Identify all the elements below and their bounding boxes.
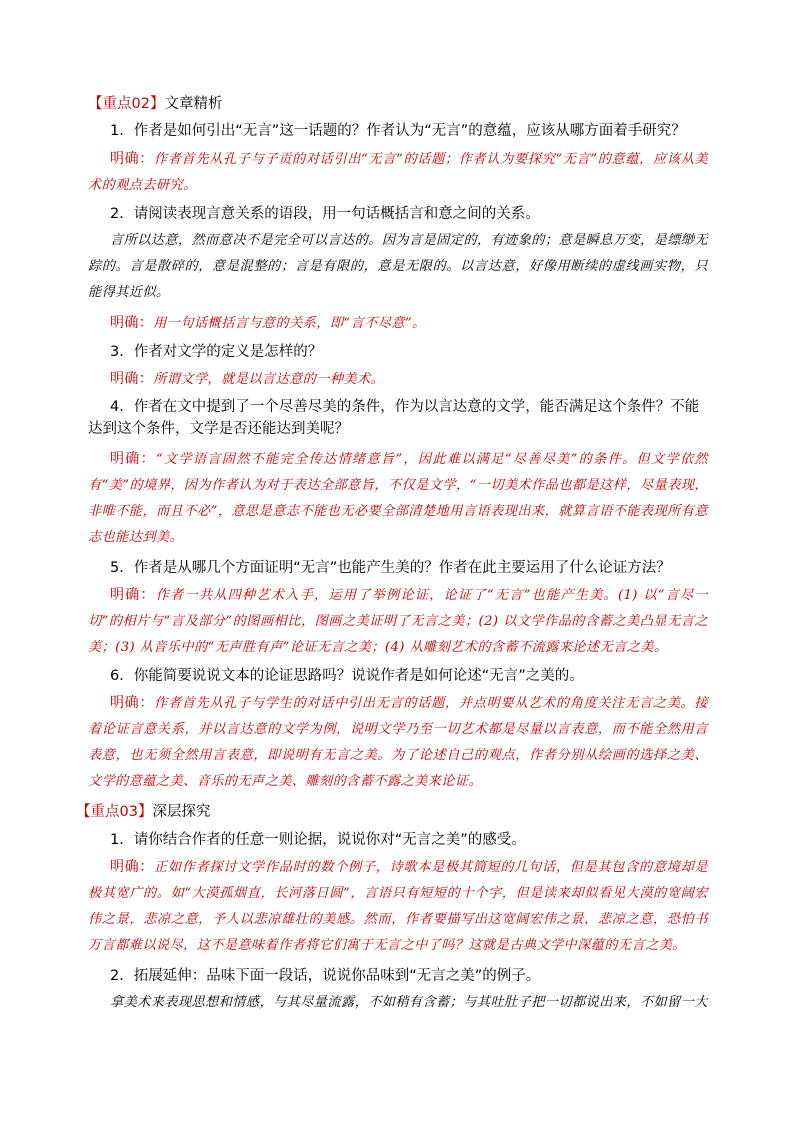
answer-label: 明确： <box>110 695 155 711</box>
section-heading-03 <box>76 802 696 822</box>
answer-label: 明确： <box>110 151 154 167</box>
answer-1 <box>88 146 708 199</box>
answer-text: 作者首先从孔子与子贡的对话引出“无言”的话题；作者认为要探究“无言”的意蕴，应该从美术的观点去研究。 <box>88 152 709 193</box>
section-tag: 【重点02】 <box>88 96 165 112</box>
answer-text: 作者一共从四种艺术入手，运用了举例论证，论证了“无言”也能产生美。(1) 以“言尽一切”的相片与“言及部分”的图画相比，图画之美证明了无言之美；(2) 以文学作品的含蓄之美凸显无言之美；(3) 从音乐中的“无声胜有声”论证无言之美；(4) 从雕刻艺术的含蓄不流露来论述无言之美。 <box>88 588 708 655</box>
question-2: 2．请阅读表现言意关系的语段，用一句话概括言和意之间的关系。 <box>110 206 540 222</box>
answer-label: 明确： <box>110 315 154 331</box>
answer-text: 用一句话概括言与意的关系，即“言不尽意”。 <box>153 316 426 331</box>
answer-text: 作者首先从孔子与学生的对话中引出无言的话题，并点明要从艺术的角度关注无言之美。接着论证言意关系，并以言达意的文学为例，说明文学乃至一切艺术都是尽量以言表意，而不能全然用言表意，也无须全然用言表意，即说明有无言之美。为了论述自己的观点，作者分别从绘画的选择之美、文学的意蕴之美、音乐的无声之美、雕刻的含蓄不露之美来论证。 <box>88 696 709 789</box>
section-title: 深层探究 <box>152 804 211 820</box>
answer-2 <box>88 310 708 337</box>
quoted-passage-2: 拿美术来表现思想和情感，与其尽量流露，不如稍有含蓄；与其吐肚子把一切都说出来，不如留一大 <box>110 995 708 1010</box>
answer-3 <box>88 366 708 393</box>
question-4: 4．作者在文中提到了一个尽善尽美的条件，作为以言达意的文学，能否满足这个条件？不能达到这个条件，文学是否还能达到美呢？ <box>88 399 700 437</box>
answer-text: “文学语言固然不能完全传达情绪意旨”，因此难以满足“尽善尽美”的条件。但文学依然有“美”的境界，因为作者认为对于表达全部意旨，不仅是文学，“一切美术作品也都是这样，尽量表现，非唯不能，而且不必”，意思是意志不能也无必要全部清楚地用言语表现出来，就算言语不能表现所有意志也能达到美。 <box>88 452 709 545</box>
question-3: 3．作者对文学的定义是怎样的？ <box>110 344 323 360</box>
answer-6 <box>88 690 708 795</box>
question-6: 6．你能简要说说文本的论证思路吗？说说作者是如何论述“无言”之美的。 <box>110 668 584 684</box>
answer-label: 明确： <box>110 587 156 603</box>
question-deep-1: 1．请你结合作者的任意一则论据，说说你对“无言之美”的感受。 <box>110 832 526 848</box>
answer-5 <box>88 582 708 661</box>
answer-deep-1 <box>88 854 708 959</box>
answer-text: 所谓文学，就是以言达意的一种美术。 <box>153 372 385 387</box>
question-5: 5．作者是从哪几个方面证明“无言”也能产生美的？作者在此主要运用了什么论证方法？ <box>110 560 671 576</box>
section-title: 文章精析 <box>164 96 223 112</box>
section-heading-02 <box>88 94 708 114</box>
answer-text: 正如作者探讨文学作品时的数个例子，诗歌本是极其简短的几句话，但是其包含的意境却是极其宽广的。如“大漠孤烟直，长河落日圆”，言语只有短短的十个字，但是读来却似看见大漠的宽阔宏伟之景，悲凉之意，予人以悲凉雄壮的美感。然而，作者要描写出这宽阔宏伟之景，悲凉之意，恐怕书万言都难以说尽，这不是意味着作者将它们寓于无言之中了吗？这就是古典文学中深蕴的无言之美。 <box>88 860 709 953</box>
section-tag: 【重点03】 <box>76 804 153 820</box>
answer-4 <box>88 446 708 551</box>
question-1: 1．作者是如何引出“无言”这一话题的？作者认为“无言”的意蕴，应该从哪方面着手研究？ <box>110 123 686 139</box>
answer-label: 明确： <box>110 451 156 467</box>
question-deep-2: 2．拓展延伸：品味下面一段话，说说你品味到“无言之美”的例子。 <box>110 968 541 984</box>
quoted-passage-1: 言所以达意，然而意决不是完全可以言达的。因为言是固定的，有迹象的；意是瞬息万变，是缥缈无踪的。言是散碎的，意是混整的；言是有限的，意是无限的。以言达意，好像用断续的虚线画实物，只能得其近似。 <box>88 233 708 300</box>
answer-label: 明确： <box>110 859 155 875</box>
answer-label: 明确： <box>110 371 154 387</box>
